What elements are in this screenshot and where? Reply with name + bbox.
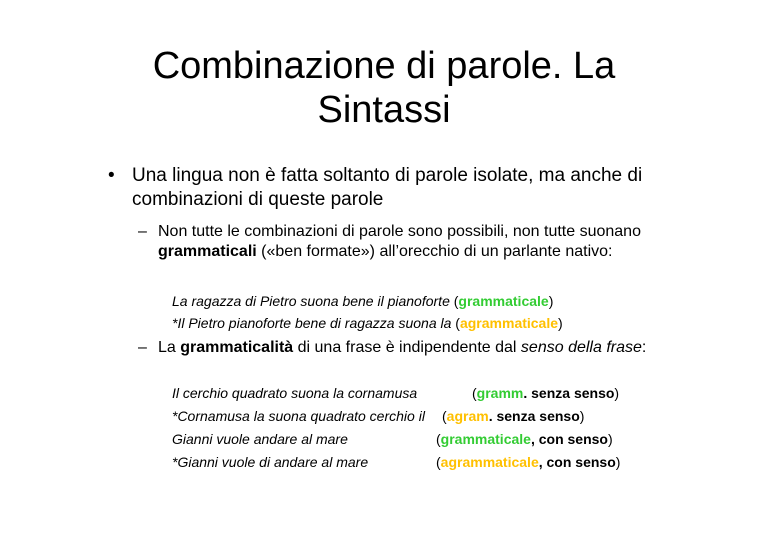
example-sentence: Gianni vuole andare al mare xyxy=(172,431,348,447)
sub2-pre: La xyxy=(158,339,181,356)
example-note: , con senso xyxy=(538,454,616,470)
example-line xyxy=(172,453,621,471)
example-sentence: *Il Pietro pianoforte bene di ragazza suona la xyxy=(172,315,452,331)
dash-marker: – xyxy=(138,339,147,356)
sub1-post: («ben formate») all’orecchio di un parlante nativo: xyxy=(256,243,613,260)
example-label: gramm xyxy=(476,385,524,401)
sub-bullet-text xyxy=(158,338,648,358)
example-line xyxy=(172,384,620,402)
example-label: grammaticale xyxy=(440,431,531,447)
example-line xyxy=(172,407,585,425)
example-sentence: *Gianni vuole di andare al mare xyxy=(172,454,369,470)
example-label-group: (agram. senza senso) xyxy=(442,408,585,424)
sub-bullet-text xyxy=(158,222,648,262)
sub1-bold: grammaticali xyxy=(158,243,257,260)
example-label-group: (grammaticale, con senso) xyxy=(436,431,613,447)
example-label: agrammaticale xyxy=(440,454,539,470)
example-line xyxy=(172,430,613,448)
example-label: agrammaticale xyxy=(459,315,559,331)
example-note: , con senso xyxy=(530,431,608,447)
slide-title: Combinazione di parole. La Sintassi xyxy=(152,45,616,131)
bullet-text: Una lingua non è fatta soltanto di parole isolate, ma anche di combinazioni di queste parole xyxy=(132,165,643,210)
dash-marker: – xyxy=(138,223,147,240)
example-label-group: (gramm. senza senso) xyxy=(472,385,620,401)
sub2-mid: di una frase è indipendente dal xyxy=(293,339,521,356)
main-bullet xyxy=(108,164,648,212)
sub2-italic: senso della frase xyxy=(520,339,642,356)
example-line: *Il Pietro pianoforte bene di ragazza suona la (agrammaticale) xyxy=(172,315,563,331)
example-sentence: La ragazza di Pietro suona bene il pianoforte xyxy=(172,293,450,309)
bullet-marker: • xyxy=(108,165,115,186)
example-label: agram xyxy=(446,408,489,424)
example-label: grammaticale xyxy=(458,293,549,309)
sub2-bold: grammaticalità xyxy=(180,339,294,356)
sub2-post: : xyxy=(641,339,647,356)
example-note: . senza senso xyxy=(488,408,580,424)
sub-bullet-meaning xyxy=(138,338,648,358)
example-label-group: (agrammaticale, con senso) xyxy=(436,454,621,470)
example-sentence: Il cerchio quadrato suona la cornamusa xyxy=(172,385,418,401)
sub1-pre: Non tutte le combinazioni di parole sono possibili, non tutte suonano xyxy=(158,223,641,240)
example-sentence: *Cornamusa la suona quadrato cerchio il xyxy=(172,408,425,424)
example-line: La ragazza di Pietro suona bene il pianoforte (grammaticale) xyxy=(172,293,554,309)
sub-bullet-grammaticality xyxy=(138,222,648,262)
example-note: . senza senso xyxy=(523,385,615,401)
